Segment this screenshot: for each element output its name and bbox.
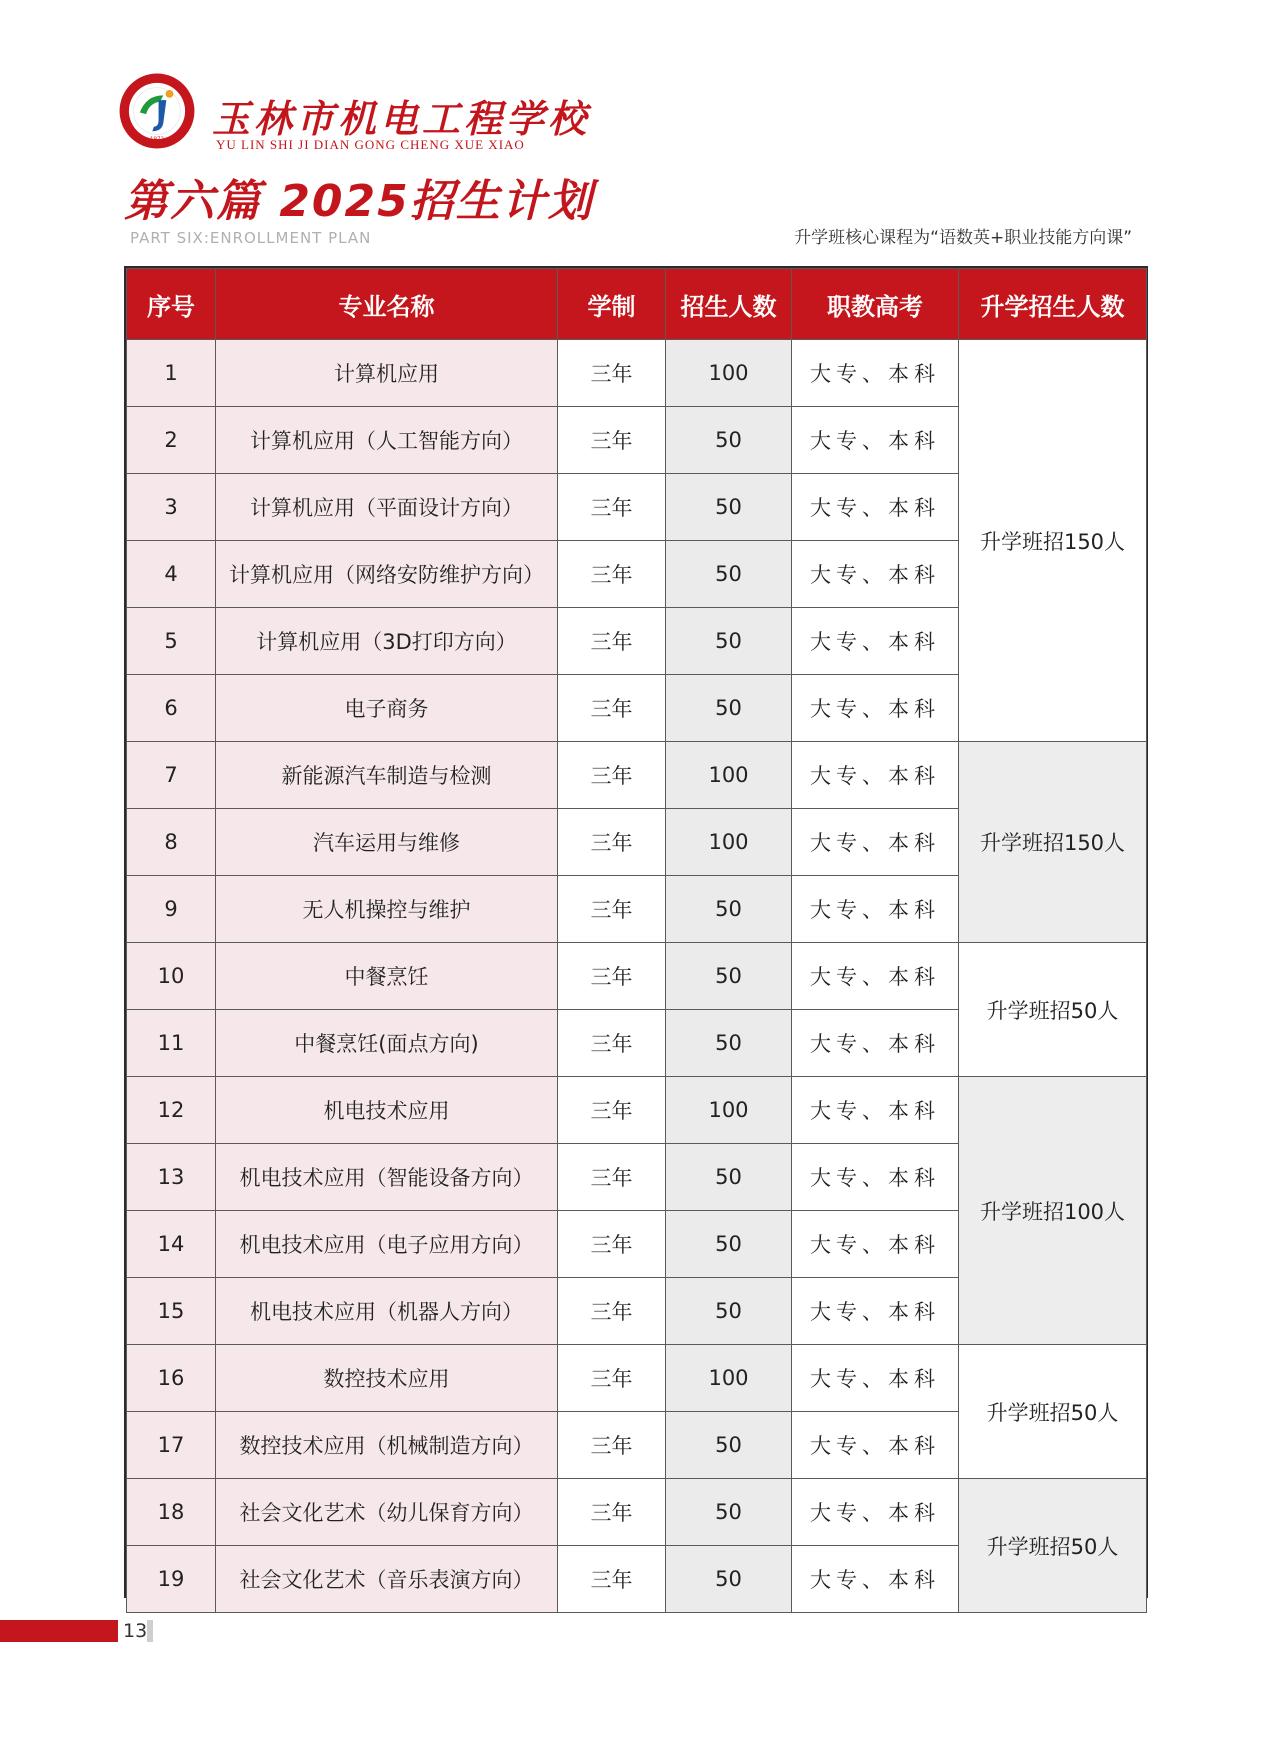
header-upgrade-count: 升学招生人数 [959, 269, 1147, 340]
school-name-en: YU LIN SHI JI DIAN GONG CHENG XUE XIAO [216, 137, 525, 152]
major-name: 中餐烹饪 [216, 943, 558, 1010]
major-name: 机电技术应用（机器人方向） [216, 1278, 558, 1345]
header-major: 专业名称 [216, 269, 558, 340]
row-number: 8 [127, 809, 216, 876]
study-system: 三年 [558, 407, 666, 474]
row-number: 18 [127, 1479, 216, 1546]
study-system: 三年 [558, 1546, 666, 1613]
row-number: 6 [127, 675, 216, 742]
row-number: 15 [127, 1278, 216, 1345]
major-name: 计算机应用（平面设计方向） [216, 474, 558, 541]
enrollment-count: 50 [666, 675, 792, 742]
enrollment-count: 100 [666, 340, 792, 407]
table-row [127, 340, 1147, 407]
study-system: 三年 [558, 1345, 666, 1412]
enrollment-count: 50 [666, 1546, 792, 1613]
row-number: 14 [127, 1211, 216, 1278]
study-system: 三年 [558, 1144, 666, 1211]
exam-level: 大专、本科 [792, 1546, 959, 1613]
major-name: 机电技术应用（智能设备方向） [216, 1144, 558, 1211]
table-row [127, 943, 1147, 1010]
study-system: 三年 [558, 1479, 666, 1546]
enrollment-count: 50 [666, 1479, 792, 1546]
exam-level: 大专、本科 [792, 1010, 959, 1077]
study-system: 三年 [558, 943, 666, 1010]
enrollment-count: 50 [666, 943, 792, 1010]
exam-level: 大专、本科 [792, 943, 959, 1010]
header-system: 学制 [558, 269, 666, 340]
exam-level: 大专、本科 [792, 675, 959, 742]
enrollment-count: 50 [666, 876, 792, 943]
row-number: 17 [127, 1412, 216, 1479]
study-system: 三年 [558, 474, 666, 541]
exam-level: 大专、本科 [792, 1479, 959, 1546]
study-system: 三年 [558, 608, 666, 675]
row-number: 16 [127, 1345, 216, 1412]
study-system: 三年 [558, 1278, 666, 1345]
header-no: 序号 [127, 269, 216, 340]
school-logo-icon [118, 72, 196, 150]
table-row [127, 1479, 1147, 1546]
upgrade-group-count: 升学班招50人 [959, 1345, 1147, 1479]
enrollment-count: 100 [666, 742, 792, 809]
exam-level: 大专、本科 [792, 1077, 959, 1144]
upgrade-group-count: 升学班招150人 [959, 340, 1147, 742]
major-name: 计算机应用（人工智能方向） [216, 407, 558, 474]
footer-bar [0, 1620, 118, 1642]
row-number: 1 [127, 340, 216, 407]
major-name: 中餐烹饪(面点方向) [216, 1010, 558, 1077]
study-system: 三年 [558, 1077, 666, 1144]
major-name: 计算机应用（网络安防维护方向） [216, 541, 558, 608]
row-number: 11 [127, 1010, 216, 1077]
exam-level: 大专、本科 [792, 608, 959, 675]
major-name: 机电技术应用 [216, 1077, 558, 1144]
enrollment-count: 50 [666, 1144, 792, 1211]
study-system: 三年 [558, 809, 666, 876]
study-system: 三年 [558, 1010, 666, 1077]
study-system: 三年 [558, 340, 666, 407]
exam-level: 大专、本科 [792, 340, 959, 407]
study-system: 三年 [558, 1211, 666, 1278]
page-subtitle-en: PART SIX:ENROLLMENT PLAN [130, 229, 372, 247]
enrollment-count: 50 [666, 541, 792, 608]
exam-level: 大专、本科 [792, 1278, 959, 1345]
page-number: 13 [123, 1620, 148, 1642]
table-row [127, 1345, 1147, 1412]
exam-level: 大专、本科 [792, 809, 959, 876]
row-number: 7 [127, 742, 216, 809]
logo-year: 1972 [150, 136, 164, 143]
table-row [127, 1077, 1147, 1144]
header-count: 招生人数 [666, 269, 792, 340]
enrollment-count: 50 [666, 1278, 792, 1345]
upgrade-group-count: 升学班招150人 [959, 742, 1147, 943]
enrollment-count: 50 [666, 1412, 792, 1479]
enrollment-count: 100 [666, 1077, 792, 1144]
enrollment-count: 100 [666, 809, 792, 876]
study-system: 三年 [558, 675, 666, 742]
exam-level: 大专、本科 [792, 474, 959, 541]
enrollment-count: 50 [666, 474, 792, 541]
upgrade-group-count: 升学班招50人 [959, 943, 1147, 1077]
footer-tick [147, 1620, 153, 1642]
study-system: 三年 [558, 742, 666, 809]
page-title: 第六篇 2025招生计划 [124, 176, 594, 227]
major-name: 社会文化艺术（音乐表演方向） [216, 1546, 558, 1613]
enrollment-count: 50 [666, 1211, 792, 1278]
major-name: 数控技术应用（机械制造方向） [216, 1412, 558, 1479]
row-number: 12 [127, 1077, 216, 1144]
enrollment-table [124, 266, 1148, 1598]
row-number: 13 [127, 1144, 216, 1211]
major-name: 新能源汽车制造与检测 [216, 742, 558, 809]
major-name: 计算机应用（3D打印方向） [216, 608, 558, 675]
row-number: 9 [127, 876, 216, 943]
upgrade-group-count: 升学班招50人 [959, 1479, 1147, 1613]
upgrade-group-count: 升学班招100人 [959, 1077, 1147, 1345]
major-name: 社会文化艺术（幼儿保育方向） [216, 1479, 558, 1546]
table-row [127, 742, 1147, 809]
exam-level: 大专、本科 [792, 1144, 959, 1211]
row-number: 2 [127, 407, 216, 474]
school-name-cn: 玉林市机电工程学校 [212, 96, 591, 141]
exam-level: 大专、本科 [792, 407, 959, 474]
row-number: 4 [127, 541, 216, 608]
enrollment-count: 50 [666, 608, 792, 675]
exam-level: 大专、本科 [792, 1211, 959, 1278]
study-system: 三年 [558, 541, 666, 608]
exam-level: 大专、本科 [792, 742, 959, 809]
header-exam: 职教高考 [792, 269, 959, 340]
major-name: 无人机操控与维护 [216, 876, 558, 943]
enrollment-count: 50 [666, 407, 792, 474]
exam-level: 大专、本科 [792, 1345, 959, 1412]
table-header-row [127, 269, 1147, 340]
major-name: 机电技术应用（电子应用方向） [216, 1211, 558, 1278]
exam-level: 大专、本科 [792, 876, 959, 943]
major-name: 数控技术应用 [216, 1345, 558, 1412]
row-number: 5 [127, 608, 216, 675]
exam-level: 大专、本科 [792, 541, 959, 608]
major-name: 汽车运用与维修 [216, 809, 558, 876]
row-number: 3 [127, 474, 216, 541]
study-system: 三年 [558, 1412, 666, 1479]
major-name: 电子商务 [216, 675, 558, 742]
exam-level: 大专、本科 [792, 1412, 959, 1479]
curriculum-note: 升学班核心课程为“语数英+职业技能方向课” [794, 228, 1132, 248]
study-system: 三年 [558, 876, 666, 943]
enrollment-count: 100 [666, 1345, 792, 1412]
major-name: 计算机应用 [216, 340, 558, 407]
enrollment-count: 50 [666, 1010, 792, 1077]
row-number: 19 [127, 1546, 216, 1613]
row-number: 10 [127, 943, 216, 1010]
